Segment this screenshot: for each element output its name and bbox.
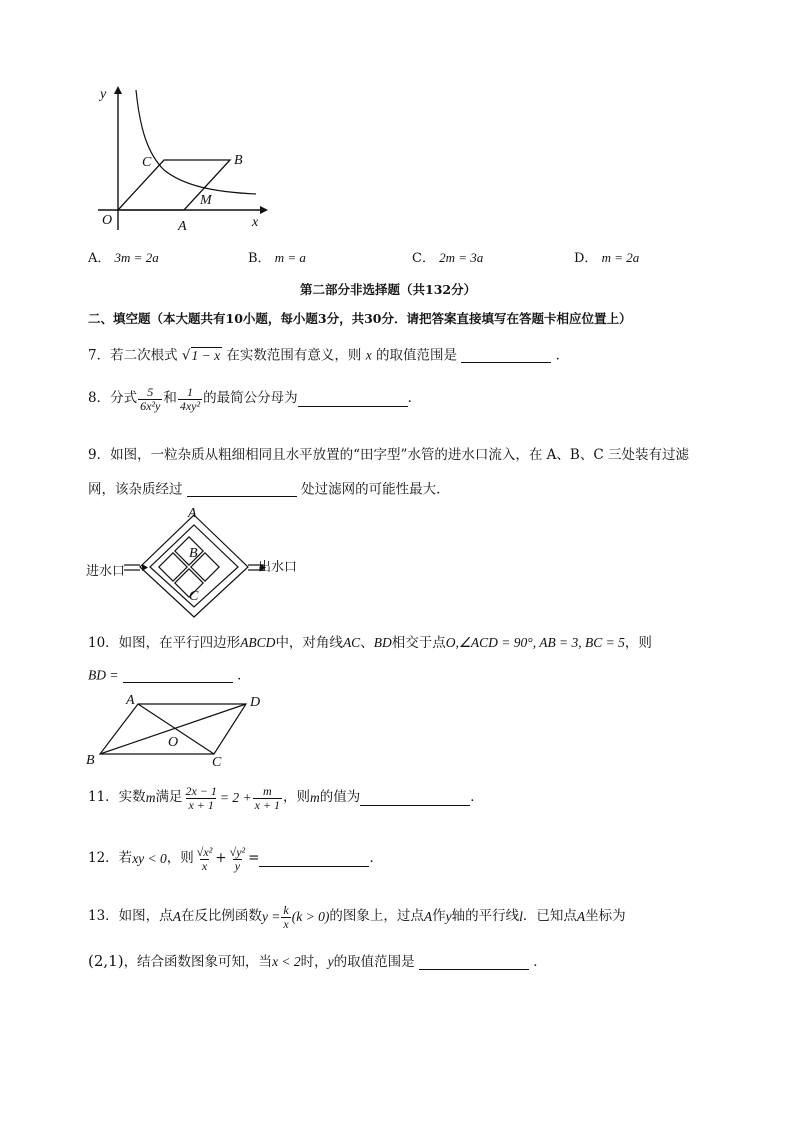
q12-fraction-1 (195, 846, 215, 872)
q13-cond2: x < 2 (272, 954, 301, 969)
option-d[interactable] (574, 251, 639, 265)
q12-eq: = (248, 850, 260, 867)
q8-fraction-2 (178, 386, 202, 412)
q7-var: x (365, 347, 372, 363)
q13-text-h: ，结合函数图象可知，当 (123, 954, 273, 970)
q7-text-b: 在实数范围有意义，则 (226, 347, 362, 364)
question-13-line1 (88, 904, 626, 930)
q13-yv: y (445, 909, 452, 925)
option-b-letter: B． (248, 251, 271, 266)
q11-f1-den: x + 1 (188, 797, 214, 812)
pipe-cell-left (159, 553, 187, 581)
para-label-b: B (86, 753, 95, 768)
q12-cond: xy < 0 (132, 851, 167, 867)
x-axis-arrow-icon (260, 206, 268, 214)
q13-text-b: 在反比例函数 (180, 908, 262, 925)
q13-f-num: k (283, 903, 289, 917)
label-o: O (102, 213, 113, 228)
q12-f2-den: y (234, 858, 241, 873)
question-12 (88, 846, 383, 872)
q13-period: ． (533, 954, 547, 970)
option-a-letter: A． (88, 251, 111, 266)
q11-m2: m (310, 790, 320, 806)
part2-title: 第二部分非选择题（共132分） (300, 282, 477, 297)
q8-text-a: 8．分式 (88, 390, 138, 407)
question-7: 7．若二次根式 √1 − x 在实数范围有意义，则 x 的取值范围是 ． (88, 347, 570, 364)
option-c[interactable] (412, 251, 483, 265)
option-d-expr: m = 2a (601, 250, 640, 265)
para-label-d: D (250, 695, 261, 710)
label-c: C (142, 155, 152, 170)
q11-period: ． (470, 789, 484, 806)
q10-cond: O,∠ACD = 90°, AB = 3, BC = 5 (445, 635, 625, 650)
q13-fraction (281, 904, 290, 930)
q10-text-c: 相交于点 (391, 635, 446, 651)
q12-period: ． (369, 850, 383, 867)
hyperbola-graph (84, 80, 274, 240)
q10-bd-eq: BD = (88, 667, 119, 683)
q10-text-a: 10．如图，在平行四边形 (88, 635, 241, 651)
q11-text-d: 的值为 (319, 789, 361, 806)
q9-answer-blank[interactable] (187, 482, 297, 497)
q13-yv2: y (327, 954, 334, 969)
label-m: M (200, 193, 212, 208)
option-b[interactable] (248, 251, 306, 265)
q11-f2-den: x + 1 (254, 797, 281, 812)
option-b-expr: m = a (274, 250, 306, 265)
q13-pa: A (172, 909, 181, 925)
q10-then: ，则 (624, 635, 652, 651)
pipe-label-c: C (189, 589, 199, 604)
label-y: y (100, 87, 107, 102)
q13-text-i: 时， (300, 954, 328, 970)
q8-f1-num: 5 (147, 385, 154, 399)
q13-text-j: 的取值范围是 (333, 954, 415, 970)
q8-fraction-1 (138, 386, 162, 412)
option-d-letter: D． (574, 251, 598, 266)
question-13-line2 (88, 954, 547, 970)
q8-text-b: 的最简公分母为 (203, 390, 298, 407)
para-label-o: O (168, 735, 179, 750)
q12-fraction-2 (228, 846, 248, 872)
q12-text-a: 12．若 (88, 850, 133, 867)
q12-f2-num: √y² (229, 845, 246, 859)
q13-text-g: 坐标为 (585, 908, 626, 925)
q13-pa2: A (423, 909, 433, 925)
label-b: B (234, 153, 243, 168)
label-a: A (178, 219, 187, 234)
question-11 (88, 785, 484, 811)
parallelogram-diagram (84, 690, 274, 770)
q11-answer-blank[interactable] (360, 791, 470, 806)
parallelogram-oabc (118, 160, 230, 210)
q11-text-c: ，则 (283, 789, 311, 806)
q9-text-b: 处过滤网的可能性最大． (301, 481, 450, 498)
question-9-line2 (88, 482, 450, 497)
question-10-line2 (88, 668, 251, 683)
hyperbola-curve (136, 90, 256, 194)
q11-text-a: 11．实数 (88, 789, 146, 806)
q13-text-c: 的图象上，过点 (329, 908, 424, 925)
inlet-label: 进水口 (86, 564, 126, 579)
pipe-label-a: A (188, 506, 197, 521)
q11-f1-num: 2x − 1 (185, 784, 217, 798)
question-9-line1: 9．如图，一粒杂质从粗细相同且水平放置的“田字型”水管的进水口流入，在 A、B、C 三处装有过滤 (88, 447, 689, 463)
q11-fraction-2 (253, 785, 282, 811)
q13-text-e: 轴的平行线 (451, 908, 520, 925)
q10-ac: AC (342, 635, 361, 650)
q11-m: m (145, 790, 156, 806)
q10-period: ． (237, 667, 251, 684)
q12-plus: + (215, 850, 227, 867)
q10-abcd: ABCD (240, 635, 276, 650)
para-label-a: A (126, 693, 135, 708)
pipe-label-b: B (189, 546, 198, 561)
q7-answer-blank[interactable] (461, 348, 551, 363)
pipe-diagram (84, 505, 314, 620)
q13-text-a: 13．如图，点 (88, 908, 173, 925)
q10-answer-blank[interactable] (123, 668, 233, 683)
q11-text-b: 满足 (155, 789, 183, 806)
q8-answer-blank[interactable] (298, 392, 408, 407)
q10-bd: BD (373, 635, 392, 650)
q10-sep: 、 (360, 635, 374, 651)
option-a[interactable] (88, 251, 159, 265)
q13-text-d: 作 (432, 908, 446, 925)
q7-text-c: 的取值范围是 (376, 347, 457, 364)
q11-eq: = 2 + (219, 790, 252, 806)
q8-f1-den: 6x²y (140, 398, 161, 413)
q12-f1-den: x (201, 858, 208, 873)
q11-f2-num: m (262, 784, 272, 798)
q13-coord: (2,1) (88, 952, 124, 970)
q13-func: y = (261, 909, 281, 925)
q12-text-b: ，则 (166, 850, 194, 867)
q7-text-a: 7．若二次根式 (88, 347, 178, 364)
para-label-c: C (212, 755, 222, 770)
q13-f-den: x (283, 916, 289, 931)
q13-cond: (k > 0) (291, 909, 330, 925)
option-a-expr: 3m = 2a (114, 250, 159, 265)
q8-f2-den: 4xy² (179, 398, 201, 413)
question-8 (88, 386, 421, 412)
q12-answer-blank[interactable] (259, 852, 369, 867)
q7-radicand: 1 − x (191, 347, 221, 363)
q13-l: l (519, 909, 523, 925)
option-c-letter: C． (412, 251, 435, 266)
q9-text-a: 网，该杂质经过 (88, 481, 183, 498)
q12-f1-num: √x² (196, 845, 213, 859)
y-axis-arrow-icon (114, 86, 122, 94)
outlet-label: 出水口 (258, 560, 298, 575)
q13-pa3: A (576, 909, 586, 925)
q13-text-f: ．已知点 (522, 908, 577, 925)
q8-text-and: 和 (163, 390, 177, 407)
q13-answer-blank[interactable] (419, 955, 529, 970)
q10-text-b: 中，对角线 (275, 635, 343, 651)
q7-period: ． (555, 347, 570, 364)
q11-fraction-1 (183, 785, 218, 811)
inlet-arrow-icon (142, 564, 148, 571)
question-10-line1 (88, 636, 652, 651)
q8-f2-num: 1 (186, 385, 193, 399)
label-x: x (252, 215, 259, 230)
section2-heading: 二、填空题（本大题共有10小题，每小题3分，共30分．请把答案直接填写在答题卡相应位置上） (88, 311, 632, 326)
option-c-expr: 2m = 3a (439, 250, 484, 265)
q8-period: ． (407, 390, 422, 407)
